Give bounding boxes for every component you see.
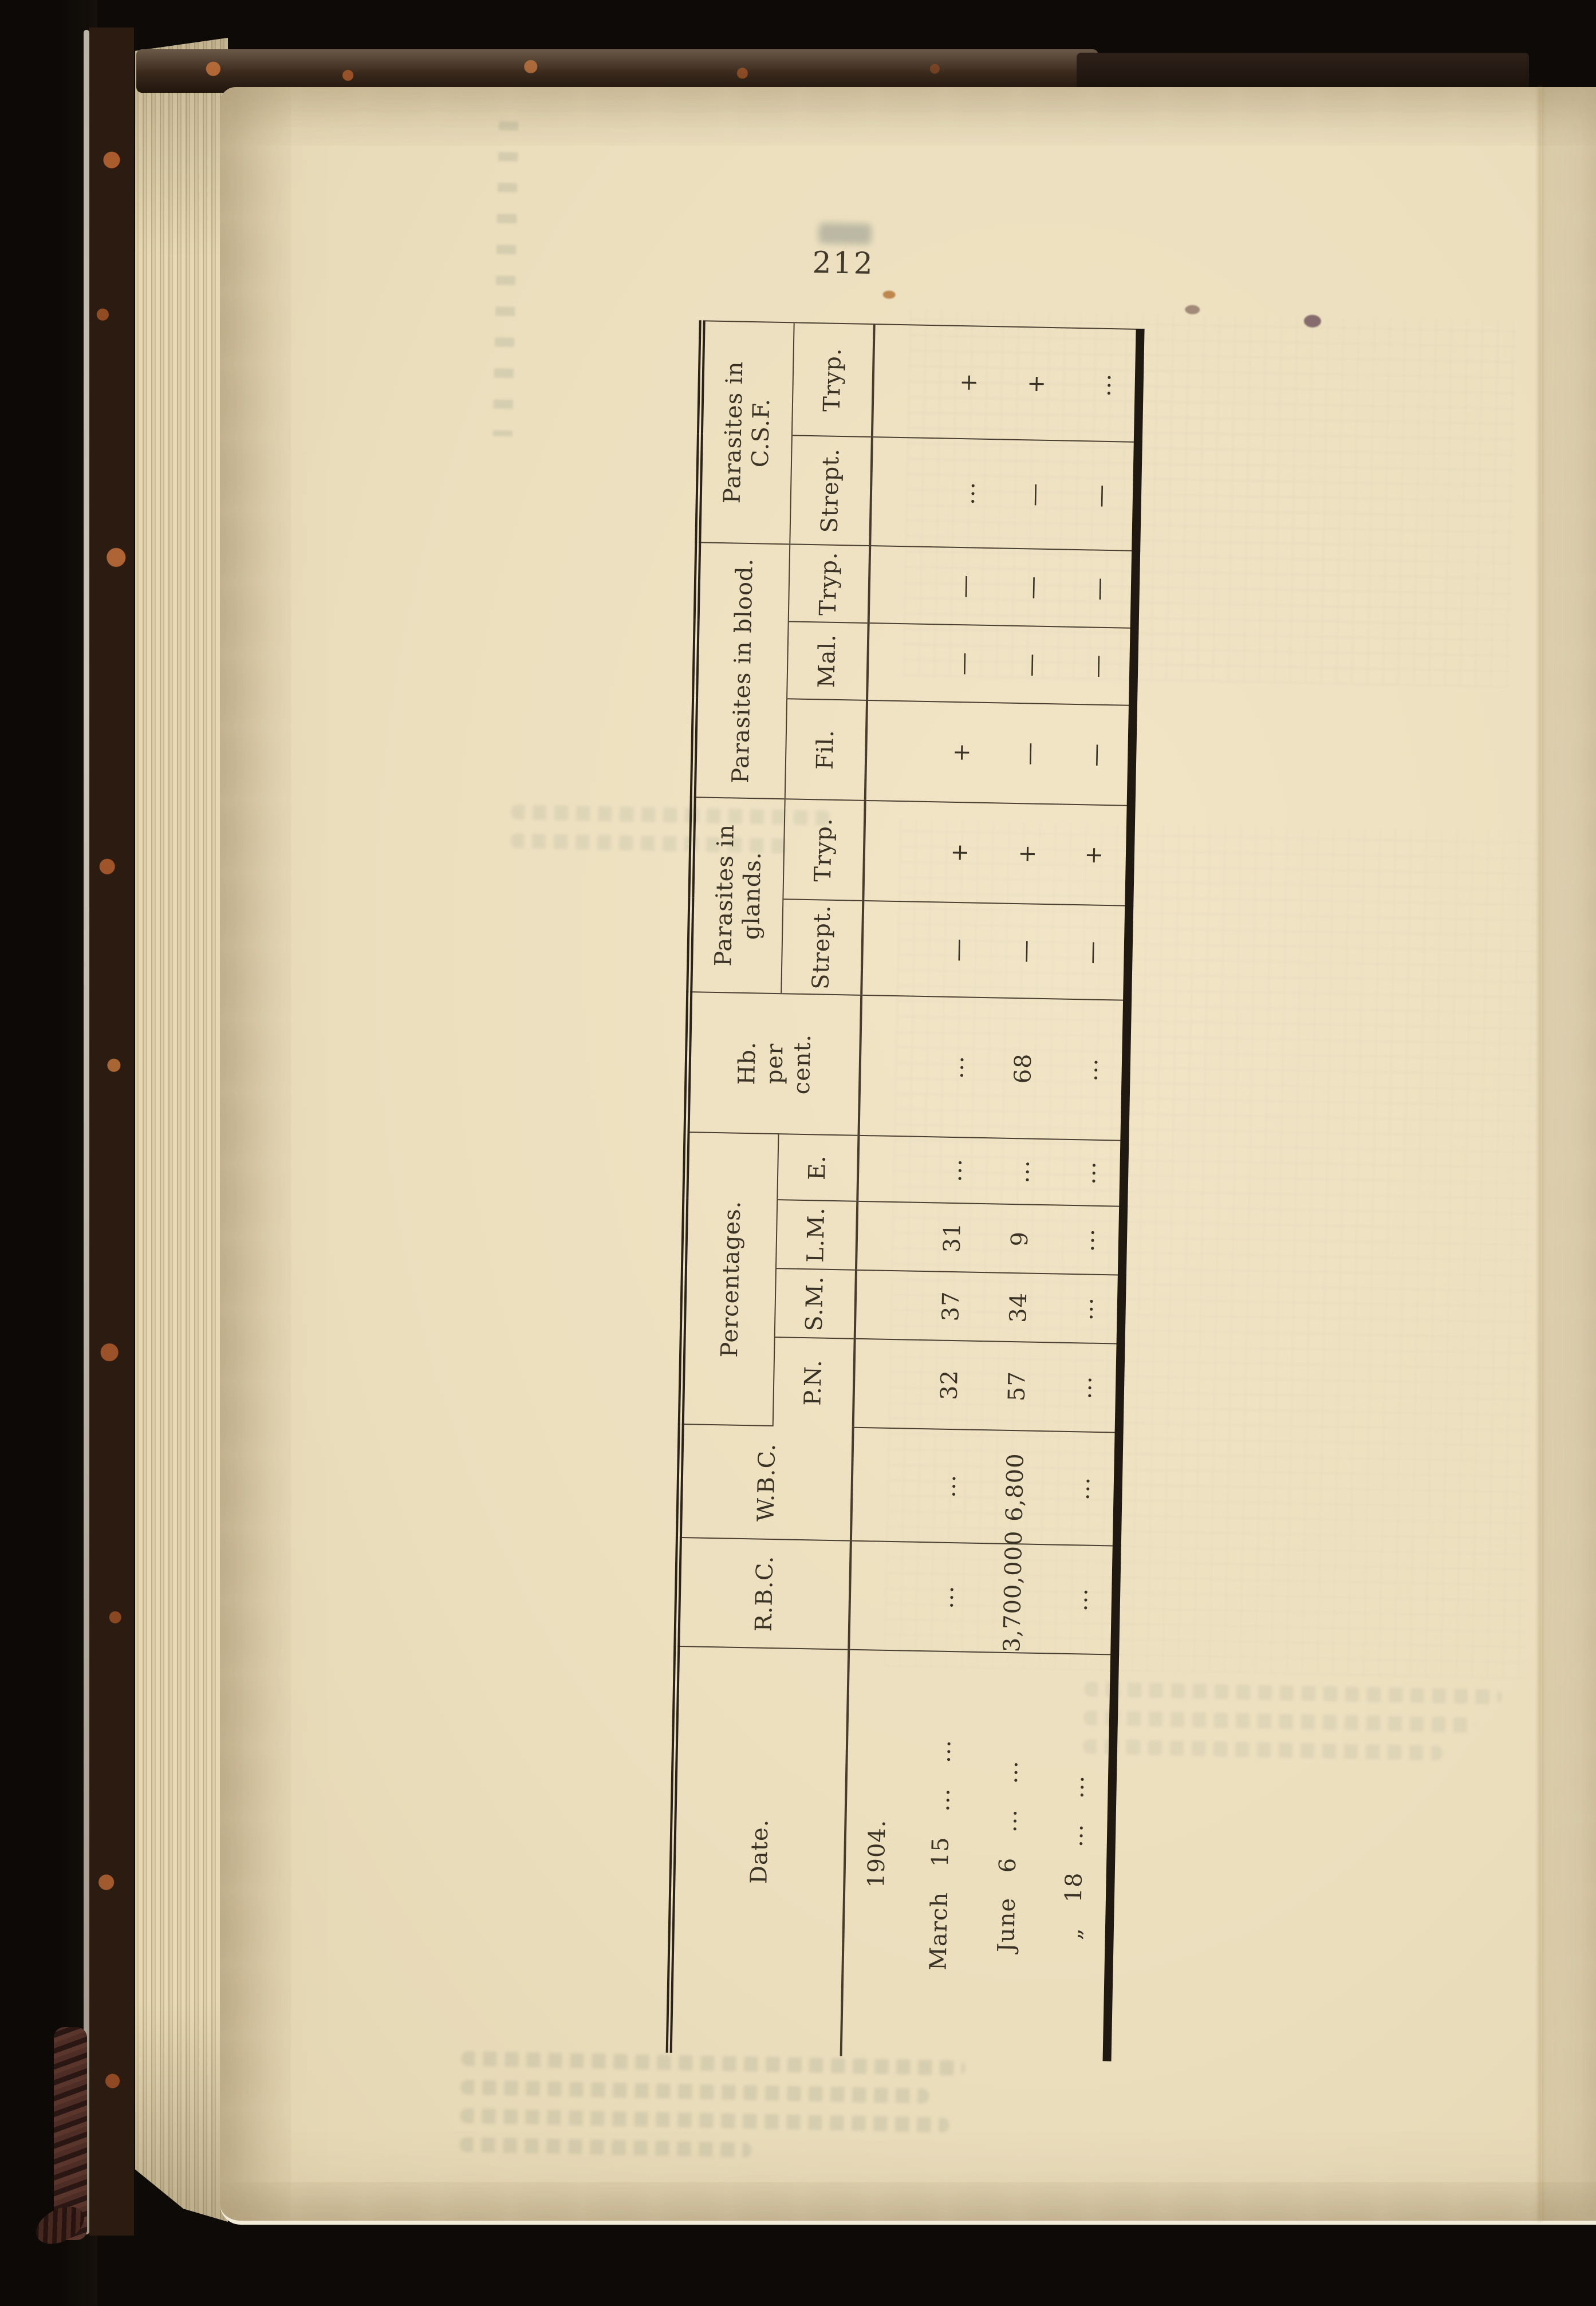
cell-empty	[867, 623, 932, 701]
cell-csf-strept-2: —	[1067, 441, 1138, 551]
header-group-blood: Parasites in blood.	[693, 542, 790, 799]
cell-blood-fil-2: —	[1062, 704, 1133, 806]
cell-rbc-0: ...	[912, 1542, 980, 1652]
header-group-glands	[689, 797, 785, 994]
cell-blood-tryp-2: —	[1066, 550, 1136, 628]
foxing-spot	[1304, 314, 1321, 328]
cell-blood-mal-2: —	[1064, 627, 1134, 705]
show-through-line	[459, 2137, 752, 2158]
cell-blood-fil-0: +	[928, 701, 995, 803]
cell-csf-strept-0: ...	[933, 438, 1001, 548]
cell-blood-tryp-0: —	[931, 547, 999, 625]
show-through-line	[460, 2108, 949, 2132]
header-e: E.	[777, 1134, 858, 1201]
header-pn: P.N.	[773, 1337, 854, 1428]
cell-csf-strept-1: —	[999, 439, 1070, 549]
cell-hb-2: ...	[1056, 999, 1128, 1140]
cell-pn-0: 32	[916, 1340, 983, 1430]
show-through-page-number	[818, 223, 872, 245]
cell-lm-2: ...	[1053, 1205, 1123, 1275]
cell-csf-tryp-0: +	[935, 325, 1003, 439]
cell-empty	[854, 1270, 919, 1340]
cell-empty	[849, 1541, 914, 1651]
foxing-spot	[1185, 305, 1200, 314]
cell-glands-tryp-0: +	[926, 802, 994, 903]
cell-e-0: ...	[920, 1137, 987, 1204]
show-through-line	[1083, 1710, 1477, 1733]
cell-empty	[858, 995, 924, 1137]
header-hb	[687, 992, 861, 1136]
header-wbc: W.B.C.	[679, 1424, 853, 1541]
cell-blood-tryp-1: —	[997, 548, 1067, 626]
cell-year: 1904.	[862, 1819, 891, 1889]
cell-lm-1: 9	[984, 1204, 1054, 1274]
page-number: 212	[811, 245, 875, 282]
header-group-csf	[698, 321, 794, 544]
cell-empty	[853, 1339, 917, 1429]
header-csf-tryp: Tryp.	[791, 322, 874, 437]
cell-sm-1: 34	[983, 1272, 1053, 1342]
cell-wbc-2: ...	[1048, 1431, 1119, 1546]
cell-wbc-1: 6,800	[979, 1430, 1050, 1544]
header-sm: S.M.	[774, 1268, 856, 1339]
cell-date-0: March 15 ... ...	[925, 1739, 956, 1971]
cell-glands-tryp-2: +	[1061, 805, 1131, 906]
header-glands-tryp: Tryp.	[783, 799, 865, 901]
cell-blood-mal-0: —	[930, 624, 998, 703]
cell-blood-fil-1: —	[994, 703, 1064, 804]
cell-empty	[857, 1136, 921, 1203]
show-through-line	[1083, 1739, 1443, 1761]
header-csf-label: Parasites in C.S.F.	[719, 361, 775, 504]
cell-sm-2: ...	[1052, 1274, 1122, 1343]
show-through-line	[460, 2080, 929, 2104]
header-blood-fil: Fil.	[785, 699, 866, 801]
show-through-line	[1084, 1682, 1502, 1705]
cell-empty	[850, 1428, 916, 1542]
header-hb-label: Hb. per cent.	[734, 1034, 817, 1095]
cell-empty	[861, 901, 926, 996]
cell-blood-mal-1: —	[996, 625, 1066, 704]
rotated-table-container	[666, 321, 1137, 2061]
cell-date-2: „ 18 ... ...	[1059, 1775, 1089, 1941]
foxing-spot	[883, 290, 896, 298]
cell-csf-tryp-1: +	[1000, 326, 1071, 440]
cell-pn-2: ...	[1050, 1342, 1121, 1432]
cell-glands-strept-1: —	[990, 903, 1061, 999]
cell-lm-0: 31	[919, 1203, 986, 1272]
header-csf-strept: Strept.	[790, 435, 872, 546]
header-glands-strept: Strept.	[781, 899, 863, 995]
header-rbc: R.B.C.	[677, 1538, 851, 1650]
cell-csf-tryp-2: ...	[1069, 328, 1140, 442]
cell-rbc-1: 3,700,000	[978, 1543, 1049, 1653]
cell-hb-0: ...	[921, 996, 990, 1138]
cell-date-1: June 6 ... ...	[992, 1760, 1023, 1953]
cell-empty	[870, 437, 935, 547]
cell-empty	[863, 801, 928, 902]
header-date: Date.	[669, 1646, 849, 2056]
cell-hb-1: 68	[987, 998, 1059, 1139]
blood-examination-table	[666, 320, 1145, 2061]
cell-empty	[856, 1201, 920, 1271]
cell-empty	[865, 700, 929, 802]
cell-e-1: ...	[986, 1138, 1056, 1205]
show-through-text	[459, 2051, 966, 2175]
show-through-chart-axis	[493, 121, 519, 436]
cell-glands-strept-2: —	[1059, 905, 1129, 1000]
cell-sm-0: 37	[917, 1271, 984, 1341]
cell-wbc-0: ...	[913, 1429, 982, 1543]
header-lm: L.M.	[775, 1200, 857, 1270]
cell-pn-1: 57	[982, 1341, 1052, 1431]
header-blood-tryp: Tryp.	[788, 544, 870, 623]
header-glands-label: Parasites in glands.	[710, 823, 766, 967]
header-blood-mal: Mal.	[787, 621, 869, 700]
cell-e-2: ...	[1055, 1139, 1125, 1206]
cell-glands-strept-0: —	[924, 902, 992, 998]
cell-glands-tryp-1: +	[992, 803, 1062, 904]
cell-empty	[868, 546, 933, 624]
cell-rbc-2: ...	[1046, 1544, 1117, 1654]
show-through-text	[1082, 1682, 1502, 1776]
cell-empty	[872, 324, 937, 438]
header-group-percentages: Percentages.	[681, 1132, 778, 1426]
